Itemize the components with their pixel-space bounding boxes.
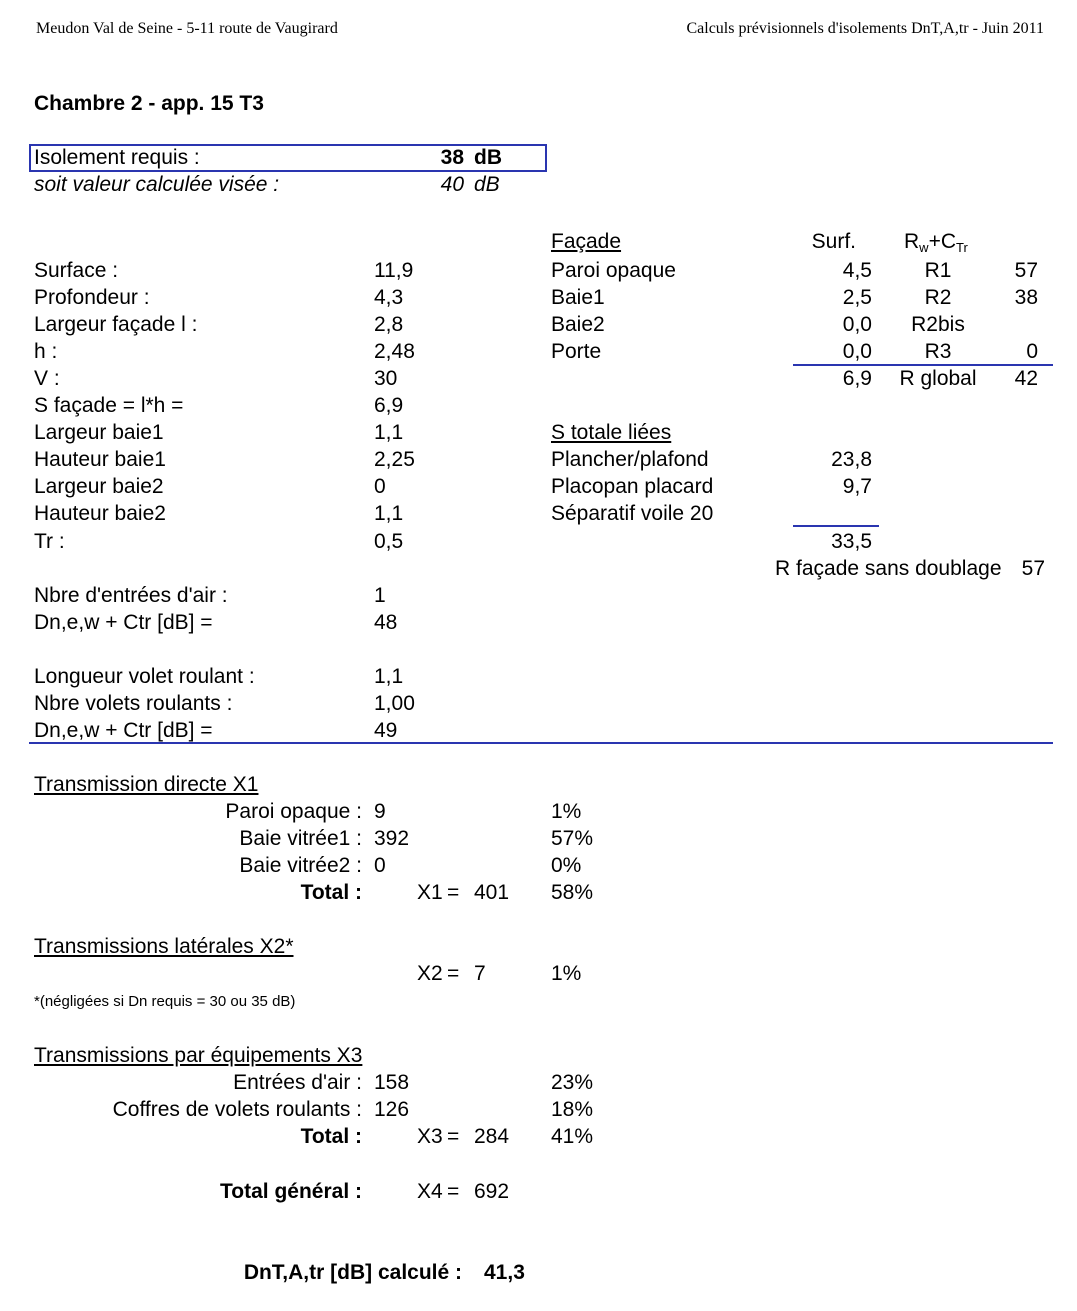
facade-row-surf: 2,5 <box>842 286 872 309</box>
required-label: Isolement requis : <box>34 146 200 169</box>
geometry-value: 2,25 <box>374 448 415 471</box>
header-right: Calculs prévisionnels d'isolements DnT,A,tr - Juin 2011 <box>686 20 1044 37</box>
facade-heading: Façade <box>551 230 622 253</box>
page-title: Chambre 2 - app. 15 T3 <box>34 92 264 115</box>
linked-label: Séparatif voile 20 <box>551 502 714 525</box>
facade-total-line <box>793 364 1053 366</box>
shutter-label: Nbre volets roulants : <box>34 692 233 715</box>
linked-value: 9,7 <box>842 475 872 498</box>
facade-row-surf: 4,5 <box>842 259 872 282</box>
x1-row-pct: 1% <box>551 800 582 823</box>
shutter-value: 49 <box>374 719 398 742</box>
r-global-value: 42 <box>1014 367 1038 390</box>
air-value: 48 <box>374 611 398 634</box>
geometry-value: 1,1 <box>374 421 404 444</box>
geometry-value: 4,3 <box>374 286 404 309</box>
geometry-label: Tr : <box>34 530 65 553</box>
linked-total: 33,5 <box>831 530 872 553</box>
linked-label: Placopan placard <box>551 475 714 498</box>
x3-var: X3 <box>417 1125 443 1148</box>
x2-heading: Transmissions latérales X2* <box>34 935 294 958</box>
facade-row-label: Baie1 <box>551 286 605 309</box>
x1-row-pct: 0% <box>551 854 582 877</box>
facade-row-label: Porte <box>551 340 602 363</box>
linked-total-line <box>793 525 879 527</box>
result-value: 41,3 <box>484 1261 525 1284</box>
geometry-label: Hauteur baie2 <box>34 502 166 525</box>
geometry-value: 2,48 <box>374 340 415 363</box>
linked-label: Plancher/plafond <box>551 448 709 471</box>
geometry-value: 0,5 <box>374 530 404 553</box>
facade-row-ref: R1 <box>924 259 952 282</box>
x3-row-label: Coffres de volets roulants : <box>112 1098 362 1121</box>
target-unit: dB <box>474 173 500 196</box>
facade-row-label: Paroi opaque <box>551 259 676 282</box>
target-value: 40 <box>440 173 464 196</box>
x1-row-label: Paroi opaque : <box>225 800 362 823</box>
facade-row-value: 0 <box>1026 340 1038 363</box>
facade-row-ref: R2 <box>924 286 952 309</box>
shutter-label: Dn,e,w + Ctr [dB] = <box>34 719 213 742</box>
x4-eq: = <box>447 1180 460 1203</box>
x2-pct: 1% <box>551 962 582 985</box>
x2-var: X2 <box>417 962 443 985</box>
x1-row-label: Baie vitrée1 : <box>239 827 362 850</box>
r-facade-label: R façade sans doublage <box>775 557 1002 580</box>
required-unit: dB <box>474 146 502 169</box>
target-label: soit valeur calculée visée : <box>34 173 280 196</box>
x3-row-value: 126 <box>374 1098 410 1121</box>
geometry-value: 11,9 <box>374 259 414 282</box>
geometry-label: S façade = l*h = <box>34 394 184 417</box>
x2-note: *(négligées si Dn requis = 30 ou 35 dB) <box>34 993 296 1010</box>
x3-eq: = <box>447 1125 460 1148</box>
geometry-value: 6,9 <box>374 394 404 417</box>
x3-total-pct: 41% <box>551 1125 594 1148</box>
facade-col-surf: Surf. <box>811 230 856 253</box>
facade-row-value: 57 <box>1014 259 1038 282</box>
x1-row-value: 392 <box>374 827 410 850</box>
x1-eq: = <box>447 881 460 904</box>
x1-var: X1 <box>417 881 443 904</box>
geometry-label: Largeur baie1 <box>34 421 164 444</box>
required-value: 38 <box>440 146 464 169</box>
linked-value: 23,8 <box>831 448 872 471</box>
facade-row-label: Baie2 <box>551 313 605 336</box>
geometry-label: V : <box>34 367 60 390</box>
air-label: Nbre d'entrées d'air : <box>34 584 228 607</box>
section-divider <box>29 742 1053 744</box>
x1-heading: Transmission directe X1 <box>34 773 259 796</box>
shutter-value: 1,1 <box>374 665 404 688</box>
r-global-label: R global <box>899 367 977 390</box>
facade-col-r: $R_w+C_{Tr}$ <box>904 230 968 255</box>
geometry-value: 2,8 <box>374 313 404 336</box>
x3-row-pct: 18% <box>551 1098 594 1121</box>
x1-row-pct: 57% <box>551 827 594 850</box>
facade-row-surf: 0,0 <box>842 313 872 336</box>
geometry-label: Surface : <box>34 259 119 282</box>
header-left: Meudon Val de Seine - 5-11 route de Vaugirard <box>36 20 338 37</box>
x3-row-pct: 23% <box>551 1071 594 1094</box>
x1-row-value: 0 <box>374 854 386 877</box>
geometry-label: Largeur baie2 <box>34 475 164 498</box>
r-facade-value: 57 <box>1021 557 1045 580</box>
geometry-value: 30 <box>374 367 398 390</box>
x4-var: X4 <box>417 1180 443 1203</box>
x1-row-value: 9 <box>374 800 386 823</box>
x1-total-pct: 58% <box>551 881 594 904</box>
x1-row-label: Baie vitrée2 : <box>239 854 362 877</box>
x4-value: 692 <box>474 1180 510 1203</box>
geometry-label: Hauteur baie1 <box>34 448 166 471</box>
air-label: Dn,e,w + Ctr [dB] = <box>34 611 213 634</box>
geometry-value: 0 <box>374 475 386 498</box>
linked-heading: S totale liées <box>551 421 672 444</box>
facade-row-ref: R3 <box>924 340 952 363</box>
x2-eq: = <box>447 962 460 985</box>
facade-row-value: 38 <box>1014 286 1038 309</box>
x1-total: 401 <box>474 881 510 904</box>
geometry-value: 1,1 <box>374 502 404 525</box>
x2-value: 7 <box>474 962 486 985</box>
geometry-label: h : <box>34 340 58 363</box>
facade-row-surf: 0,0 <box>842 340 872 363</box>
x4-label: Total général : <box>220 1180 362 1203</box>
x3-total: 284 <box>474 1125 510 1148</box>
x3-total-label: Total : <box>300 1125 362 1148</box>
x3-row-value: 158 <box>374 1071 410 1094</box>
x3-row-label: Entrées d'air : <box>233 1071 362 1094</box>
geometry-label: Largeur façade l : <box>34 313 198 336</box>
result-label: DnT,A,tr [dB] calculé : <box>243 1261 462 1284</box>
x1-total-label: Total : <box>300 881 362 904</box>
shutter-label: Longueur volet roulant : <box>34 665 255 688</box>
facade-total-surf: 6,9 <box>842 367 872 390</box>
facade-row-ref: R2bis <box>911 313 965 336</box>
air-value: 1 <box>374 584 386 607</box>
x3-heading: Transmissions par équipements X3 <box>34 1044 363 1067</box>
shutter-value: 1,00 <box>374 692 415 715</box>
geometry-label: Profondeur : <box>34 286 150 309</box>
